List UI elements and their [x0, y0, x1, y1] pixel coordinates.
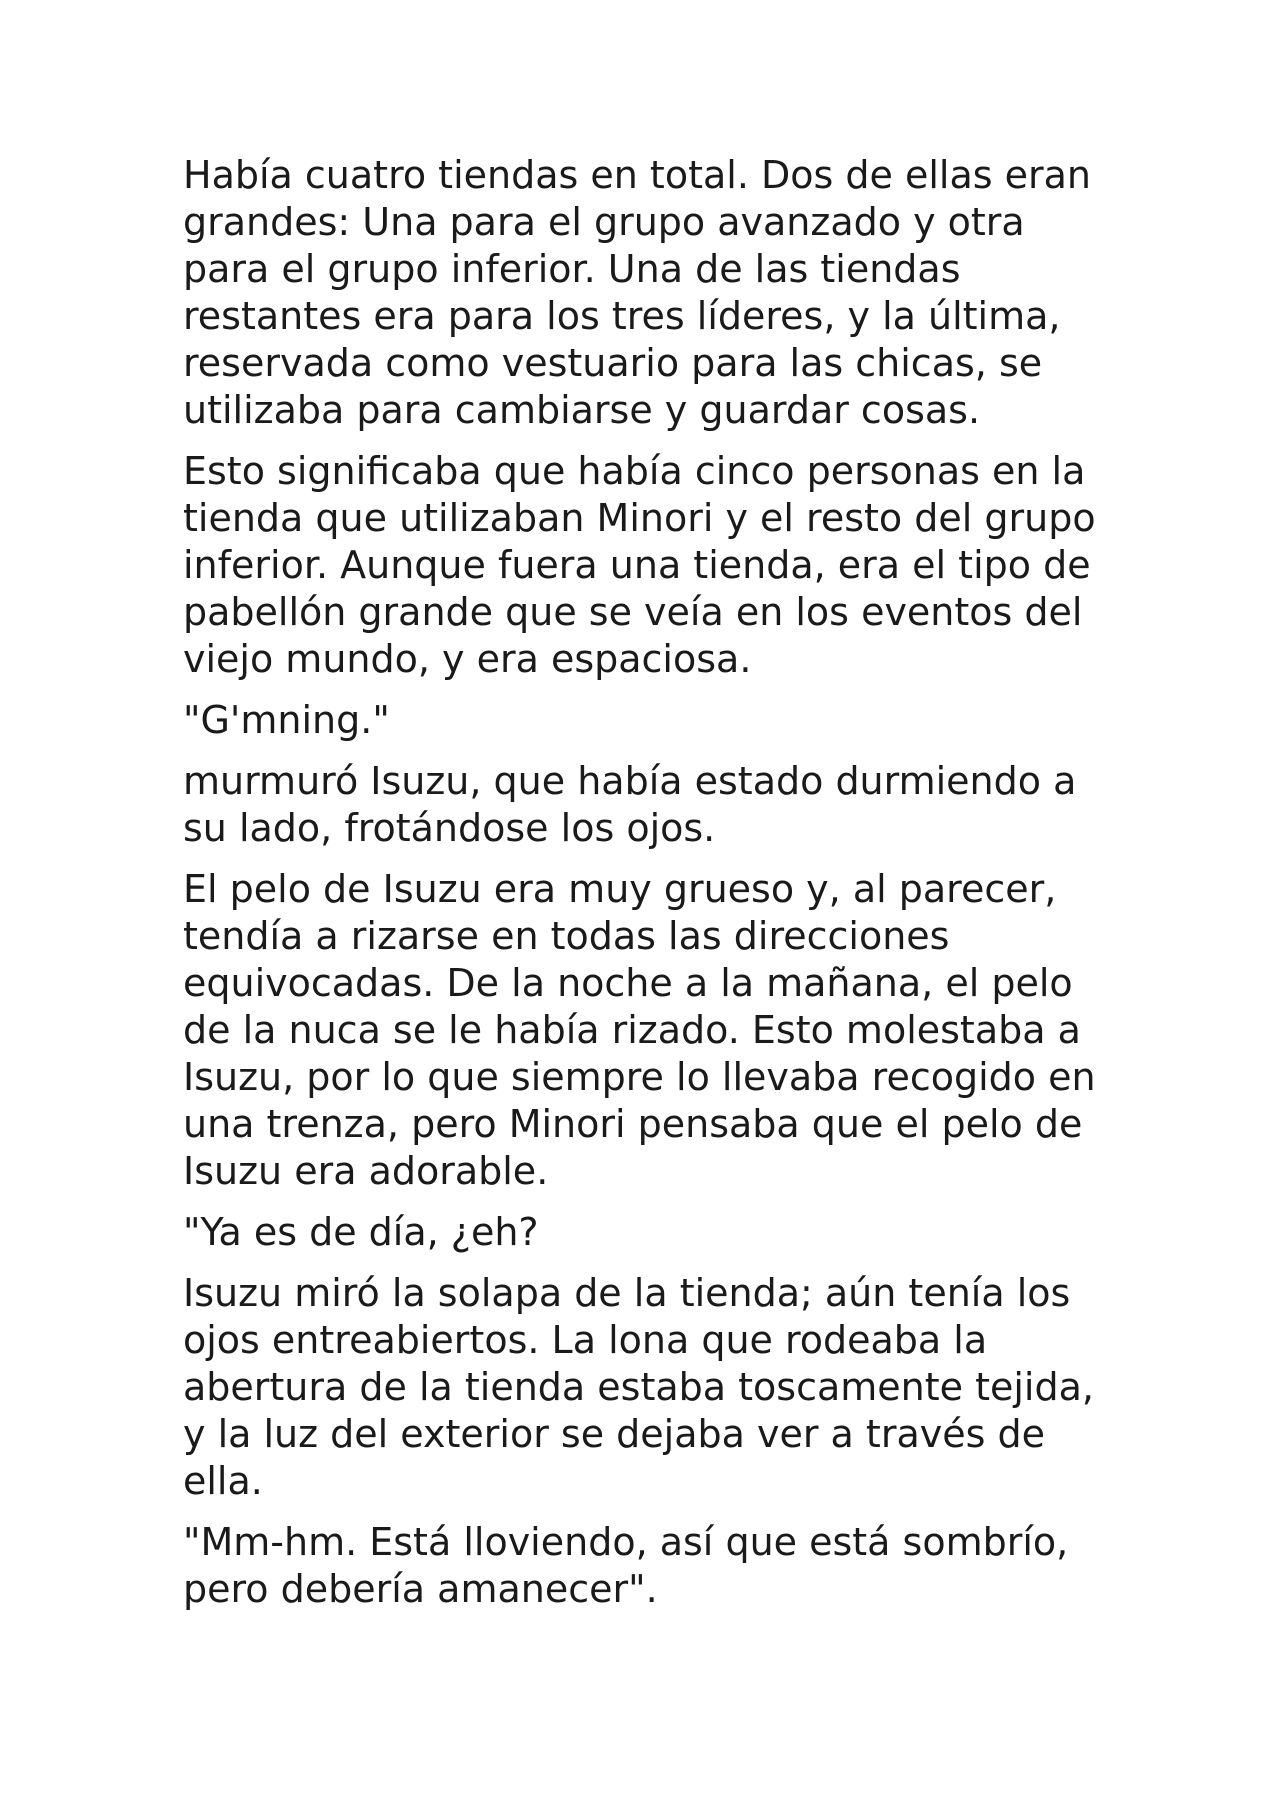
paragraph-6: "Ya es de día, ¿eh? — [183, 1210, 539, 1254]
paragraph-7: Isuzu miró la solapa de la tienda; aún tenía los ojos entreabiertos. La lona que rodeaba la abertura de la tienda estaba toscamente tejida, y la luz del exterior se dejaba ver a través de ella. — [183, 1271, 1094, 1503]
document-page — [183, 152, 1113, 1627]
paragraph-2: Esto significaba que había cinco personas en la tienda que utilizaban Minori y el resto del grupo inferior. Aunque fuera una tienda, era el tipo de pabellón grande que se veía en los eventos del viejo mundo, y era espaciosa. — [183, 449, 1096, 681]
paragraph-5: El pelo de Isuzu era muy grueso y, al parecer, tendía a rizarse en todas las direcciones equivocadas. De la noche a la mañana, el pelo de la nuca se le había rizado. Esto molestaba a Isuzu, por lo que siempre lo llevaba recogido en una trenza, pero Minori pensaba que el pelo de Isuzu era adorable. — [183, 867, 1096, 1193]
paragraph-8: "Mm-hm. Está lloviendo, así que está sombrío, pero debería amanecer". — [183, 1520, 1069, 1611]
paragraph-3: "G'mning." — [183, 698, 390, 742]
paragraph-4: murmuró Isuzu, que había estado durmiendo a su lado, frotándose los ojos. — [183, 759, 1077, 850]
paragraph-1: Había cuatro tiendas en total. Dos de ellas eran grandes: Una para el grupo avanzado y otra para el grupo inferior. Una de las tiendas restantes era para los tres líderes, y la última, reservada como vestuario para las chicas, se utilizaba para cambiarse y guardar cosas. — [183, 153, 1091, 432]
